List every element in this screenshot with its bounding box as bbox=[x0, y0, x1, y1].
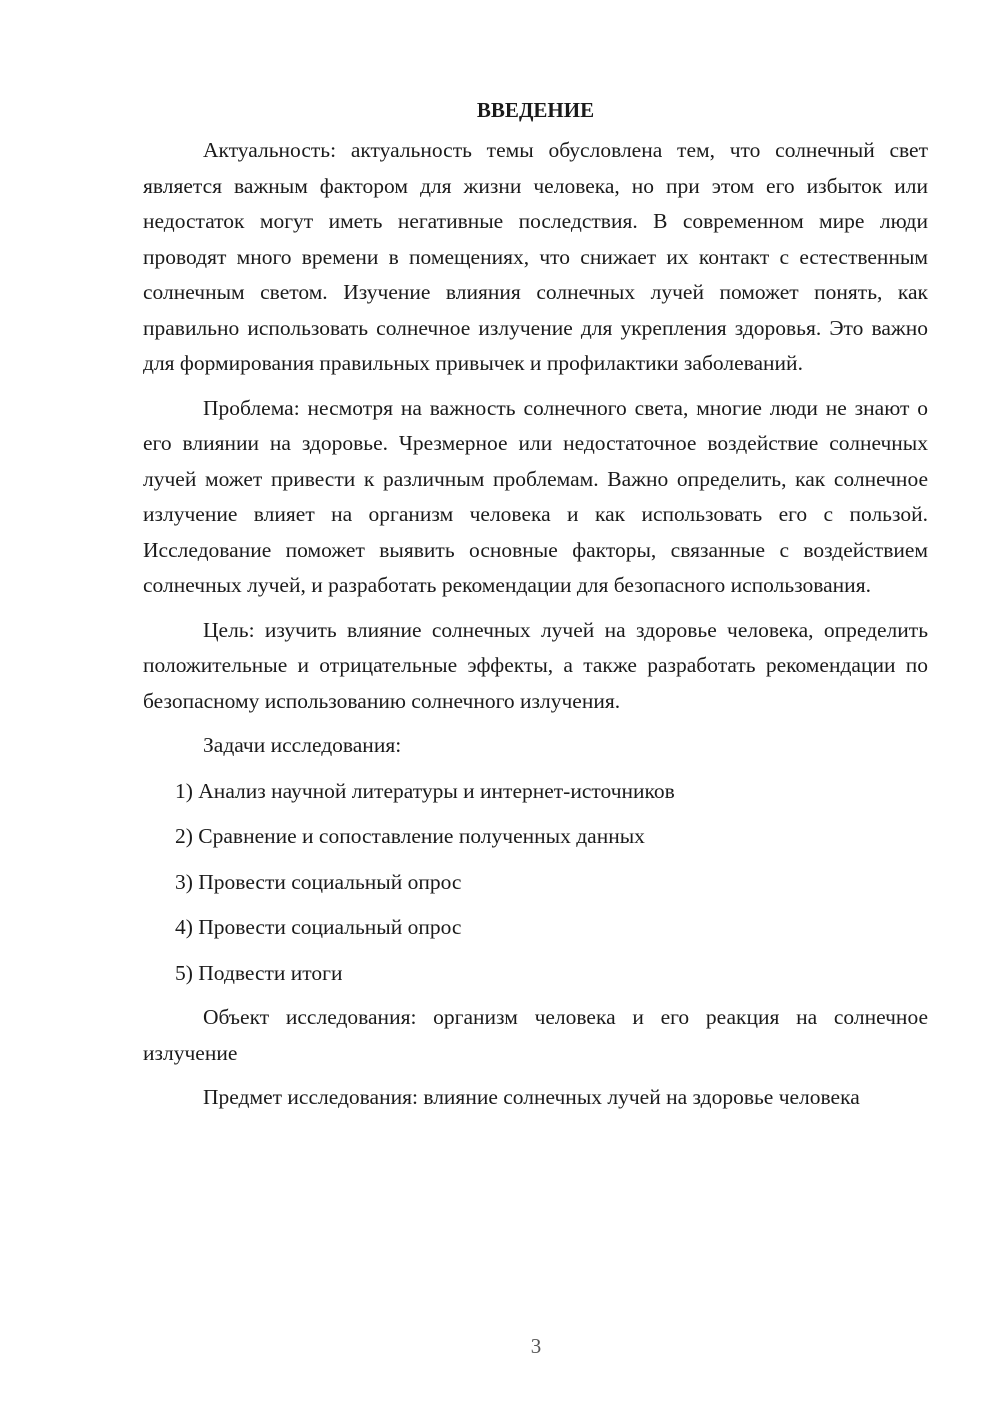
object-paragraph: Объект исследования: организм человека и его реакция на солнечное излучение bbox=[143, 1005, 928, 1065]
goal-paragraph: Цель: изучить влияние солнечных лучей на здоровье человека, определить положительные и отрицательные эффекты, а также разработать рекомендации по безопасному использованию солнечного излучения. bbox=[143, 617, 928, 713]
task-item: 3) Провести социальный опрос bbox=[175, 869, 462, 894]
tasks-label: Задачи исследования: bbox=[203, 733, 402, 757]
section-heading: ВВЕДЕНИЕ bbox=[476, 98, 595, 122]
task-item: 1) Анализ научной литературы и интернет-источников bbox=[175, 778, 675, 803]
page-number: 3 bbox=[530, 1334, 542, 1358]
task-list bbox=[143, 773, 928, 991]
document-page bbox=[143, 92, 928, 1125]
subject-paragraph: Предмет исследования: влияние солнечных лучей на здоровье человека bbox=[203, 1085, 860, 1109]
task-item: 2) Сравнение и сопоставление полученных данных bbox=[175, 824, 645, 848]
problem-paragraph: Проблема: несмотря на важность солнечного света, многие люди не знают о его влиянии на здоровье. Чрезмерное или недостаточное воздействие солнечных лучей может привести к различным проблемам. Важно определить, как солнечное излучение влияет на организм человека и как использовать его с пользой. Исследование поможет выявить основные факторы, связанные с воздействием солнечных лучей, и разработать рекомендации для безопасного использования. bbox=[143, 395, 928, 597]
relevance-paragraph: Актуальность: актуальность темы обусловлена тем, что солнечный свет является важным фактором для жизни человека, но при этом его избыток или недостаток могут иметь негативные последствия. В современном мире люди проводят много времени в помещениях, что снижает их контакт с естественным солнечным светом. Изучение влияния солнечных лучей поможет понять, как правильно использовать солнечное излучение для укрепления здоровья. Это важно для формирования правильных привычек и профилактики заболеваний. bbox=[143, 138, 928, 375]
task-item: 4) Провести социальный опрос bbox=[175, 915, 462, 939]
task-item: 5) Подвести итоги bbox=[175, 960, 343, 985]
